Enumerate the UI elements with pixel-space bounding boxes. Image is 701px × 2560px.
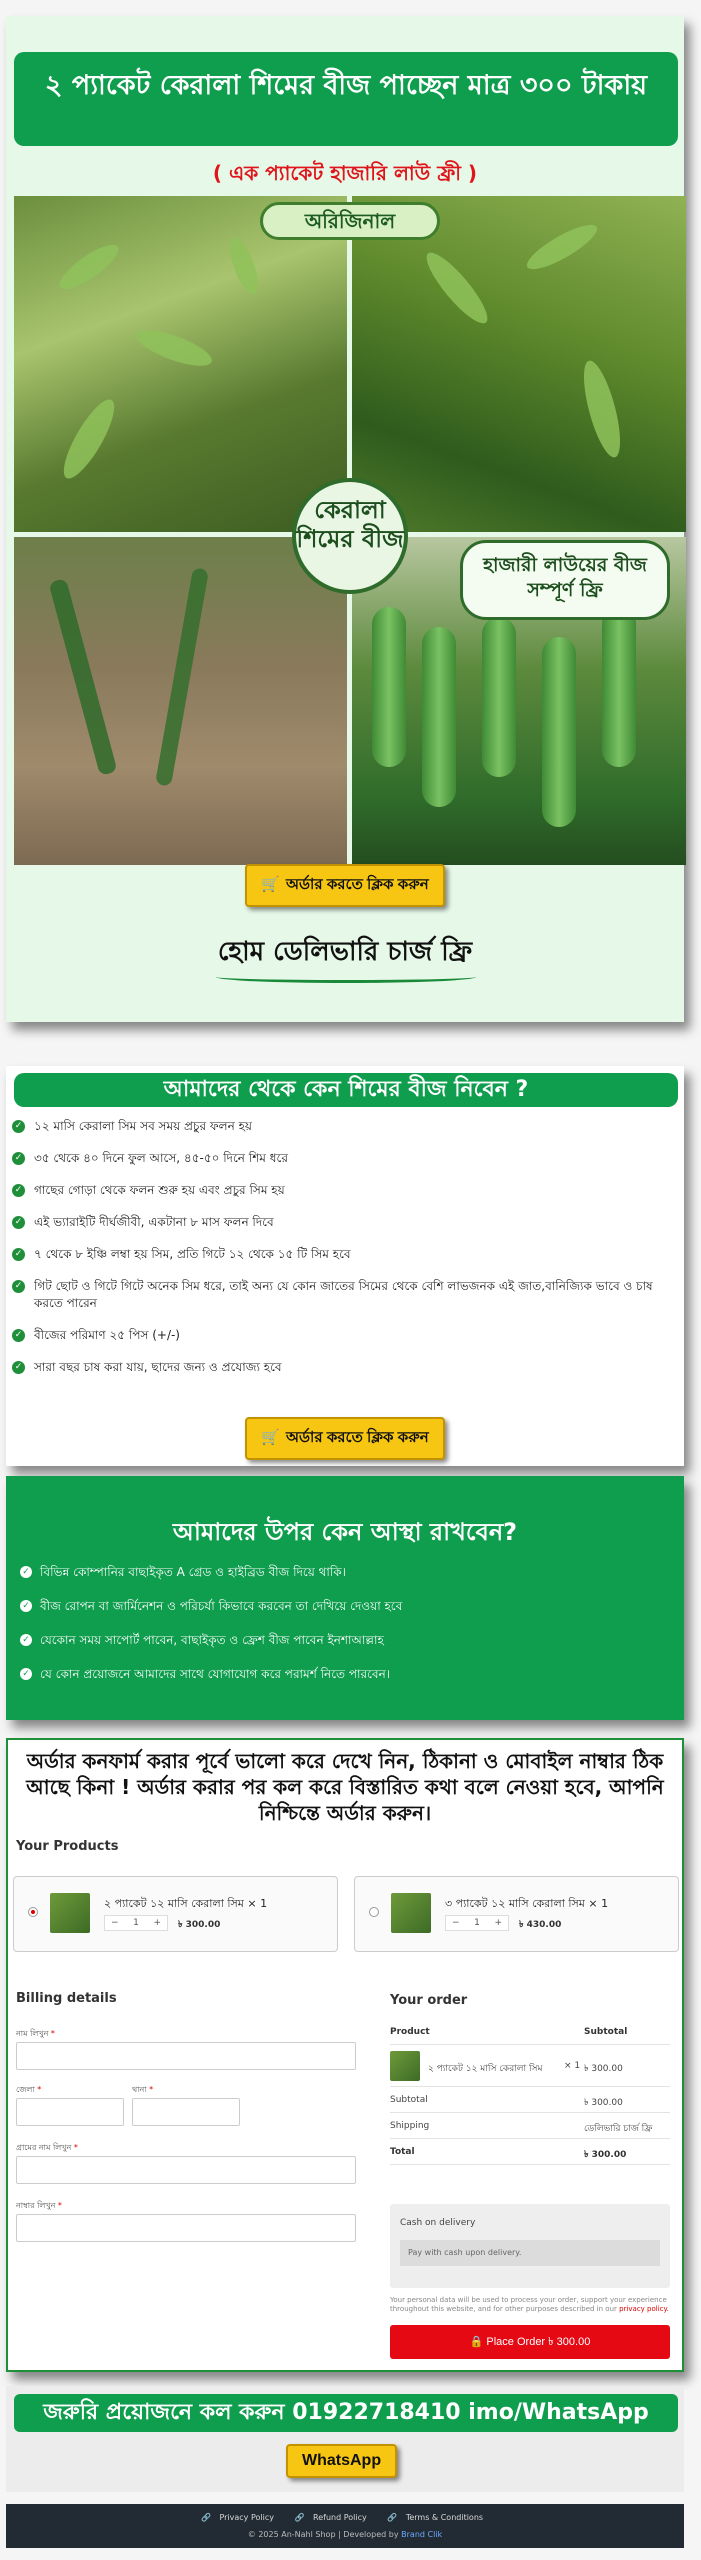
quantity-stepper[interactable]: − 1 + — [104, 1915, 168, 1931]
list-item: ✓ যে কোন প্রয়োজনে আমাদের সাথে যোগাযোগ করে পরামর্শ নিতে পারবেন। — [20, 1666, 402, 1682]
name-label: নাম লিখুন * — [16, 2029, 55, 2038]
check-icon: ✓ — [12, 1361, 25, 1374]
product-option-3-packet[interactable] — [354, 1876, 679, 1952]
address-field[interactable] — [16, 2156, 356, 2184]
thana-label: থানা * — [132, 2085, 154, 2094]
product-name: ৩ প্যাকেট ১২ মাসি কেরালা সিম × 1 — [445, 1897, 609, 1910]
table-row: ২ প্যাকেট ১২ মাসি কেরালা সিম × 1 ৳ 300.00 — [390, 2045, 670, 2087]
list-item: ✓ সারা বছর চাষ করা যায়, ছাদের জন্য ও প্রযোজ্য হবে — [12, 1359, 678, 1376]
list-item: ✓ গাছের গোড়া থেকে ফলন শুরু হয় এবং প্রচুর সিম হয় — [12, 1182, 678, 1199]
cart-icon: 🛒 — [261, 1429, 281, 1446]
benefit-list — [12, 1118, 678, 1391]
product-thumbnail — [390, 2051, 420, 2081]
privacy-note: Your personal data will be used to process your order, support your experience throughout this website, and for other purposes described in our privacy policy. — [390, 2296, 669, 2314]
list-item: ✓ বীজ রোপন বা জার্মিনেশন ও পরিচর্যা কিভাবে করবেন তা দেখিয়ে দেওয়া হবে — [20, 1598, 402, 1614]
seedling-photo — [14, 537, 347, 865]
cart-icon: 🛒 — [261, 876, 281, 893]
underline-swoosh — [216, 971, 476, 983]
check-icon: ✓ — [12, 1216, 25, 1229]
footer — [6, 2504, 684, 2548]
plus-icon[interactable]: + — [494, 1918, 502, 1928]
minus-icon[interactable]: − — [452, 1918, 460, 1928]
product-thumbnail — [50, 1893, 90, 1933]
table-row: Shipping ডেলিভারি চার্জ ফ্রি — [390, 2113, 670, 2139]
developer-link[interactable]: Brand Clik — [401, 2530, 443, 2539]
check-icon: ✓ — [20, 1566, 32, 1578]
order-notice: অর্ডার কনফার্ম করার পূর্বে ভালো করে দেখে নিন, ঠিকানা ও মোবাইল নাম্বার ঠিক আছে কিনা ! অর্ডার করার পর কল করে বিস্তারিত কথা বলে নেওয়া হবে, আপনি নিশ্চিন্তে অর্ডার করুন। — [26, 1749, 664, 1825]
address-label: গ্রামের নাম লিখুন * — [16, 2143, 78, 2152]
your-order-heading: Your order — [390, 1993, 468, 2008]
product-price: ৳ 430.00 — [519, 1920, 562, 1930]
copyright: © 2025 An-Nahl Shop | Developed by Brand Clik — [247, 2530, 443, 2539]
product-name: ২ প্যাকেট ১২ মাসি কেরালা সিম × 1 — [104, 1897, 268, 1910]
refund-policy-link[interactable]: 🔗 Refund Policy — [294, 2513, 367, 2522]
thana-field[interactable] — [132, 2098, 240, 2126]
order-summary-table — [390, 2023, 670, 2165]
terms-link[interactable]: 🔗 Terms & Conditions — [387, 2513, 484, 2522]
trust-title: আমাদের উপর কেন আস্থা রাখবেন? — [172, 1518, 518, 1546]
list-item: ✓ বিভিন্ন কোম্পানির বাছাইকৃত A গ্রেড ও হাইব্রিড বীজ দিয়ে থাকি। — [20, 1564, 402, 1580]
contact-section — [6, 2386, 684, 2492]
table-row: Subtotal ৳ 300.00 — [390, 2087, 670, 2113]
minus-icon[interactable]: − — [111, 1918, 119, 1928]
check-icon: ✓ — [12, 1120, 25, 1133]
name-field[interactable] — [16, 2042, 356, 2070]
bean-photo — [14, 196, 347, 532]
privacy-policy-link[interactable]: privacy policy. — [619, 2305, 669, 2314]
free-gourd-badge: হাজারী লাউয়ের বীজ সম্পূর্ণ ফ্রি — [460, 540, 670, 620]
hero-title: ২ প্যাকেট কেরালা শিমের বীজ পাচ্ছেন মাত্র ৩০০ টাকায় — [14, 52, 678, 146]
checkout-section — [6, 1738, 684, 2372]
phone-label: নাম্বার লিখুন * — [16, 2201, 62, 2210]
check-icon: ✓ — [20, 1600, 32, 1612]
whatsapp-button[interactable]: WhatsApp — [286, 2444, 397, 2478]
list-item: ✓ ৭ থেকে ৮ ইঞ্চি লম্বা হয় সিম, প্রতি গিটে ১২ থেকে ১৫ টি সিম হবে — [12, 1246, 678, 1263]
payment-description: Pay with cash upon delivery. — [400, 2240, 660, 2266]
phone-field[interactable] — [16, 2214, 356, 2242]
product-collage-image — [14, 196, 686, 865]
original-badge: অরিজিনাল — [260, 202, 440, 240]
list-item: ✓ যেকোন সময় সাপোর্ট পাবেন, বাছাইকৃত ও ফ্রেশ বীজ পাবেন ইনশাআল্লাহ — [20, 1632, 402, 1648]
check-icon: ✓ — [12, 1248, 25, 1261]
trust-section — [6, 1476, 684, 1720]
district-label: জেলা * — [16, 2085, 42, 2094]
hero-section — [6, 16, 684, 1022]
payment-box — [390, 2204, 670, 2288]
quantity-stepper[interactable]: − 1 + — [445, 1915, 509, 1931]
product-radio[interactable] — [28, 1907, 38, 1917]
product-option-2-packet[interactable] — [13, 1876, 338, 1952]
check-icon: ✓ — [20, 1634, 32, 1646]
order-cta-button[interactable]: 🛒 অর্ডার করতে ক্লিক করুন — [245, 1417, 444, 1460]
check-icon: ✓ — [20, 1668, 32, 1680]
billing-heading: Billing details — [16, 1991, 117, 2006]
contact-banner: জরুরি প্রয়োজনে কল করুন 01922718410 imo/WhatsApp — [14, 2394, 678, 2432]
check-icon: ✓ — [12, 1280, 25, 1293]
why-section — [6, 1066, 684, 1466]
check-icon: ✓ — [12, 1152, 25, 1165]
list-item: ✓ ১২ মাসি কেরালা সিম সব সময় প্রচুর ফলন হয় — [12, 1118, 678, 1135]
free-delivery-heading: হোম ডেলিভারি চার্জ ফ্রি — [217, 937, 473, 967]
why-title: আমাদের থেকে কেন শিমের বীজ নিবেন ? — [14, 1073, 678, 1107]
check-icon: ✓ — [12, 1184, 25, 1197]
list-item: ✓ এই ভ্যারাইটি দীর্ঘজীবী, একটানা ৮ মাস ফলন দিবে — [12, 1214, 678, 1231]
product-thumbnail — [391, 1893, 431, 1933]
place-order-button[interactable]: 🔒 Place Order ৳ 300.00 — [390, 2325, 670, 2359]
order-cta-button[interactable]: 🛒 অর্ডার করতে ক্লিক করুন — [245, 864, 444, 907]
list-item: ✓ গিট ছোট ও গিটে গিটে অনেক সিম ধরে, তাই অন্য যে কোন জাতের সিমের থেকে বেশি লাভজনক এই জাত,বানিজ্যিক ভাবে ও চাষ করতে পারেন — [12, 1278, 678, 1312]
your-products-heading: Your Products — [16, 1839, 119, 1854]
table-row: Product Subtotal — [390, 2023, 670, 2045]
lock-icon: 🔒 — [469, 2335, 484, 2348]
check-icon: ✓ — [12, 1329, 25, 1342]
hero-subtitle: ( এক প্যাকেট হাজারি লাউ ফ্রী ) — [212, 161, 478, 185]
table-row: Total ৳ 300.00 — [390, 2139, 670, 2165]
list-item: ✓ বীজের পরিমাণ ২৫ পিস (+/-) — [12, 1327, 678, 1344]
payment-method-label[interactable]: Cash on delivery — [400, 2218, 476, 2228]
list-item: ✓ ৩৫ থেকে ৪০ দিনে ফুল আসে, ৪৫-৫০ দিনে শিম ধরে — [12, 1150, 678, 1167]
product-price: ৳ 300.00 — [178, 1920, 221, 1930]
product-radio[interactable] — [369, 1907, 379, 1917]
privacy-policy-link[interactable]: 🔗 Privacy Policy — [200, 2513, 274, 2522]
plus-icon[interactable]: + — [153, 1918, 161, 1928]
district-field[interactable] — [16, 2098, 124, 2126]
bean-vine-photo — [352, 196, 686, 532]
trust-list — [20, 1564, 402, 1700]
kerala-seed-badge: কেরালা শিমের বীজ — [292, 478, 408, 594]
